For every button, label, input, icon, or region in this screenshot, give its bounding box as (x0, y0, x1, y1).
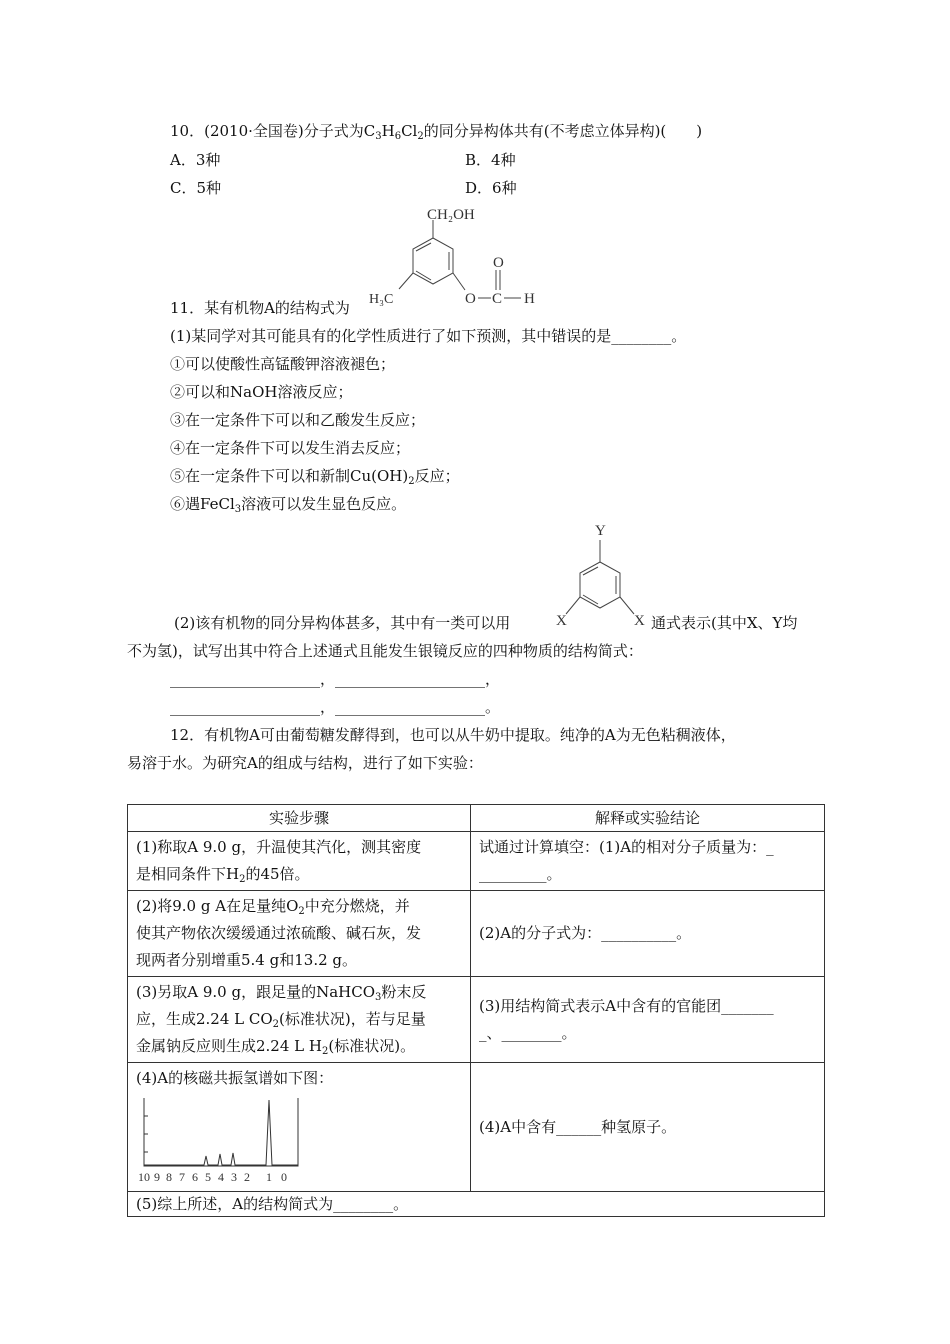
q11-item-6: ⑥遇FeCl$_3$溶液可以发生显色反应。 (170, 495, 407, 515)
q11-part2-line2: 不为氢)，试写出其中符合上述通式且能发生银镜反应的四种物质的结构简式： (127, 642, 643, 660)
row1-conclusion: 试通过计算填空：(1)A的相对分子质量为：_ _________。 (471, 832, 825, 891)
table-row (128, 832, 825, 891)
experiment-table (127, 804, 825, 1217)
q12-line1: 12．有机物A可由葡萄糖发酵得到，也可以从牛奶中提取。纯净的A为无色粘稠液体， (170, 726, 736, 744)
row2-step: (2)将9.0 g A在足量纯$O_2$中充分燃烧，并 使其产物依次缓缓通过浓硫酸、碱石灰，发 现两者分别增重5.4 g和13.2 g。 (128, 891, 471, 977)
row1-step: (1)称取A 9.0 g，升温使其汽化，测其密度 是相同条件下$H_2$的45倍。 (128, 832, 471, 891)
substituent-y-label: Y (595, 523, 606, 539)
table-row (128, 891, 825, 977)
row3-conclusion: (3)用结构简式表示A中含有的官能团_______ _、________。 (471, 977, 825, 1063)
row2-conclusion: (2)A的分子式为：__________。 (471, 891, 825, 977)
table-header-row (128, 805, 825, 832)
header-conclusions: 解释或实验结论 (471, 805, 825, 832)
nmr-tick-1: 1 (266, 1170, 272, 1184)
carbonyl-oxygen-label: O (493, 255, 504, 271)
table-row (128, 1063, 825, 1192)
row5-summary: (5)综上所述，A的结构简式为________。 (128, 1192, 825, 1217)
q11-item-2: ②可以和NaOH溶液反应； (170, 383, 353, 401)
carbonyl-carbon-label: C (492, 291, 503, 307)
ester-oxygen-label: O (465, 291, 476, 307)
nmr-tick-10: 10 (138, 1170, 150, 1184)
q11-item-4: ④在一定条件下可以发生消去反应； (170, 439, 411, 457)
row3-step: (3)另取A 9.0 g，跟足量的NaHCO$_3$粉末反 应，生成2.24 L $CO_2$(标准状况)，若与足量 金属钠反应则生成2.24 L $H_2$(标准状况)。 (128, 977, 471, 1063)
q10-option-c: C．5种 (170, 179, 222, 197)
q10-stem: 10．(2010·全国卷)分子式为$C_3H_6Cl_2$的同分异构体共有(不考虑立体异构)( ) (170, 122, 703, 142)
q11-answer-blanks-2: ____________________，____________________。 (170, 698, 501, 716)
q11-answer-blanks-1: ____________________，____________________， (170, 670, 501, 688)
q11-item-1: ①可以使酸性高锰酸钾溶液褪色； (170, 355, 396, 373)
substituent-x-left-label: X (556, 613, 567, 628)
q10-option-b: B．4种 (465, 151, 516, 169)
nmr-tick-8: 8 (166, 1170, 172, 1184)
formyl-hydrogen-label: H (524, 291, 535, 307)
row4-conclusion: (4)A中含有______种氢原子。 (471, 1063, 825, 1192)
header-steps: 实验步骤 (128, 805, 471, 832)
hydroxymethyl-label: CH₂OH (427, 207, 475, 223)
nmr-tick-9: 9 (154, 1170, 160, 1184)
q10-option-a: A．3种 (170, 151, 221, 169)
nmr-tick-5: 5 (205, 1170, 211, 1184)
nmr-peak-trace (144, 1100, 298, 1165)
q11-item-3: ③在一定条件下可以和乙酸发生反应； (170, 411, 426, 429)
q10-option-d: D．6种 (465, 179, 517, 197)
nmr-tick-7: 7 (179, 1170, 185, 1184)
q11-part2-line1-start: (2)该有机物的同分异构体甚多，其中有一类可以用 (174, 614, 511, 632)
methyl-label: H₃C (369, 292, 394, 307)
structure-formula-a (365, 198, 555, 310)
nmr-tick-6: 6 (192, 1170, 198, 1184)
nmr-tick-4: 4 (218, 1170, 224, 1184)
table-row (128, 1192, 825, 1217)
table-row (128, 977, 825, 1063)
nmr-tick-2: 2 (244, 1170, 250, 1184)
q11-item-5: ⑤在一定条件下可以和新制$Cu(OH)_2$反应； (170, 467, 460, 487)
general-formula-structure (548, 518, 652, 628)
nmr-spectrum (136, 1094, 306, 1188)
q11-part2-line1-end: 通式表示(其中X、Y均 (651, 614, 798, 632)
nmr-tick-0: 0 (281, 1170, 287, 1184)
q12-line2: 易溶于水。为研究A的组成与结构，进行了如下实验： (127, 754, 483, 772)
row4-step: (4)A的核磁共振氢谱如下图： 10 9 8 7 6 5 4 3 2 1 0 (128, 1063, 471, 1192)
q11-stem: 11．某有机物A的结构式为 (170, 299, 350, 317)
nmr-tick-3: 3 (231, 1170, 237, 1184)
substituent-x-right-label: X (634, 613, 645, 628)
q11-part1: (1)某同学对其可能具有的化学性质进行了如下预测，其中错误的是________。 (170, 327, 687, 345)
